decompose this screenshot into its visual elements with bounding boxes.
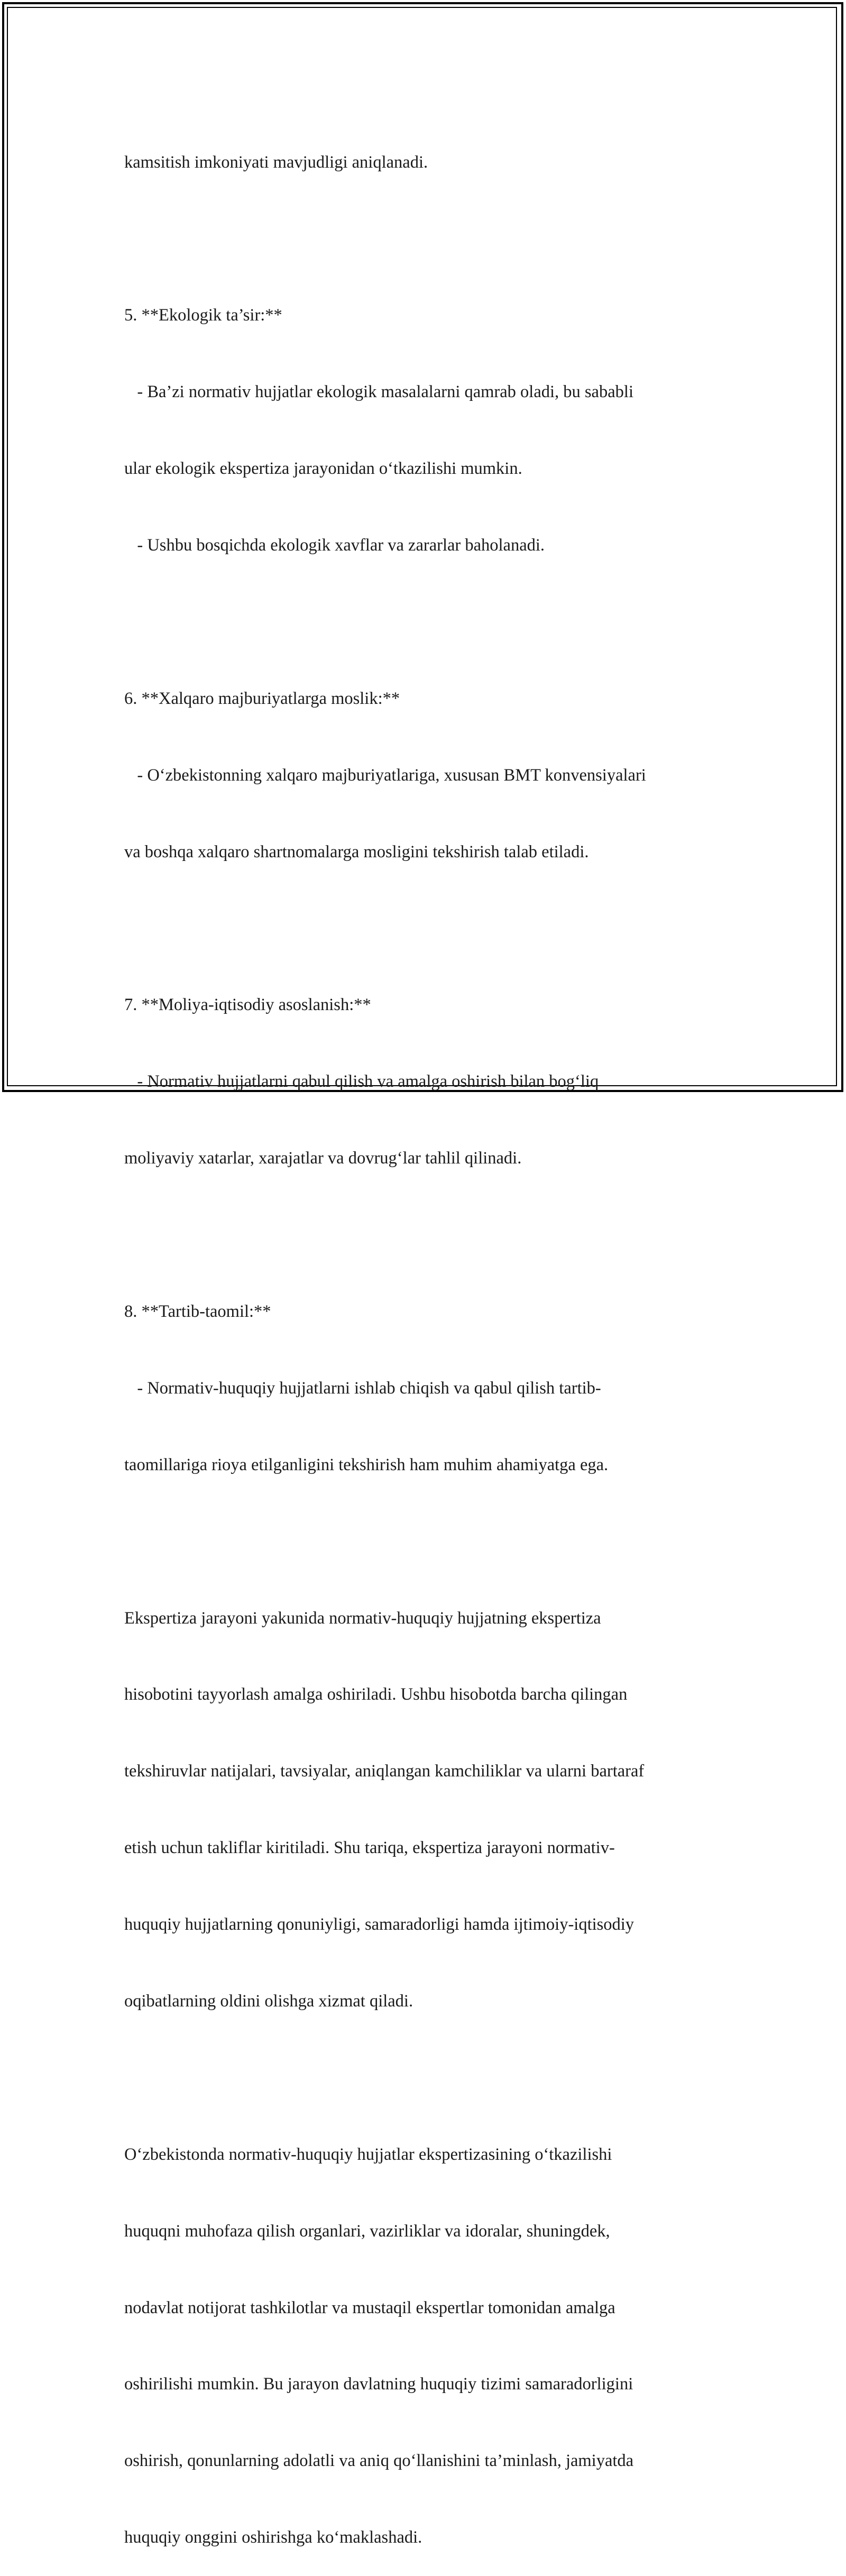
paragraph-line: huquqiy hujjatlarning qonuniyligi, samaradorligi hamda ijtimoiy-iqtisodiy xyxy=(124,1915,635,1935)
section-7-heading: 7. **Moliya-iqtisodiy asoslanish:** xyxy=(124,995,371,1015)
blank-line xyxy=(124,916,722,941)
paragraph-line: Ekspertiza jarayoni yakunida normativ-huquqiy hujjatning ekspertiza xyxy=(124,1608,601,1628)
blank-line xyxy=(124,1529,722,1554)
blank-line xyxy=(124,2065,722,2091)
text-line: kamsitish imkoniyati mavjudligi aniqlanadi. xyxy=(124,152,428,172)
blank-line xyxy=(124,226,722,251)
blank-line xyxy=(124,1222,722,1248)
document-body xyxy=(124,98,722,2576)
paragraph-line: huquqni muhofaza qilish organlari, vazirliklar va idoralar, shuningdek, xyxy=(124,2221,610,2241)
paragraph-line: oshirilishi mumkin. Bu jarayon davlatning huquqiy tizimi samaradorligini xyxy=(124,2375,633,2394)
section-8-heading: 8. **Tartib-taomil:** xyxy=(124,1301,271,1321)
text-line: - Normativ hujjatlarni qabul qilish va amalga oshirish bilan bog‘liq xyxy=(124,1072,599,1092)
text-line: va boshqa xalqaro shartnomalarga mosligini tekshirish talab etiladi. xyxy=(124,842,589,861)
paragraph-line: nodavlat notijorat tashkilotlar va mustaqil ekspertlar tomonidan amalga xyxy=(124,2298,615,2317)
section-6-heading: 6. **Xalqaro majburiyatlarga moslik:** xyxy=(124,689,400,708)
paragraph-line: huquqiy onggini oshirishga ko‘maklashadi. xyxy=(124,2528,422,2547)
paragraph-line: etish uchun takliflar kiritiladi. Shu tariqa, ekspertiza jarayoni normativ- xyxy=(124,1838,615,1858)
paragraph-line: O‘zbekistonda normativ-huquqiy hujjatlar ekspertizasining o‘tkazilishi xyxy=(124,2144,612,2164)
text-line: ular ekologik ekspertiza jarayonidan o‘tkazilishi mumkin. xyxy=(124,459,522,479)
paragraph-line: oqibatlarning oldini olishga xizmat qiladi. xyxy=(124,1991,413,2011)
blank-line xyxy=(124,609,722,635)
text-line: - Ba’zi normativ hujjatlar ekologik masalalarni qamrab oladi, bu sababli xyxy=(124,382,633,402)
paragraph-line: tekshiruvlar natijalari, tavsiyalar, aniqlangan kamchiliklar va ularni bartaraf xyxy=(124,1762,645,1781)
text-line: taomillariga rioya etilganligini tekshirish ham muhim ahamiyatga ega. xyxy=(124,1455,609,1474)
text-line: - Ushbu bosqichda ekologik xavflar va zararlar baholanadi. xyxy=(124,536,545,555)
paragraph-line: oshirish, qonunlarning adolatli va aniq qo‘llanishini ta’minlash, jamiyatda xyxy=(124,2451,634,2471)
section-5-heading: 5. **Ekologik ta’sir:** xyxy=(124,306,282,325)
text-line: - Normativ-huquqiy hujjatlarni ishlab chiqish va qabul qilish tartib- xyxy=(124,1378,601,1398)
paragraph-line: hisobotini tayyorlash amalga oshiriladi. Ushbu hisobotda barcha qilingan xyxy=(124,1685,628,1704)
text-line: - O‘zbekistonning xalqaro majburiyatlariga, xususan BMT konvensiyalari xyxy=(124,765,646,785)
text-line: moliyaviy xatarlar, xarajatlar va dovrug‘lar tahlil qilinadi. xyxy=(124,1149,522,1168)
